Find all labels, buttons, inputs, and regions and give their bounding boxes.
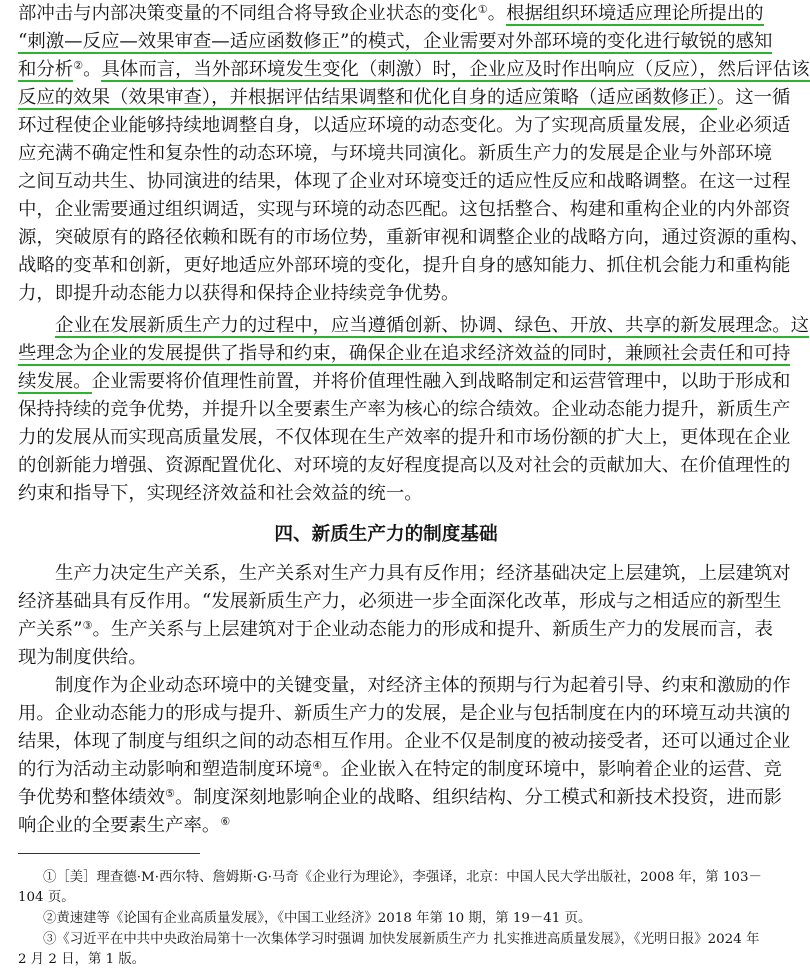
text-line: 约束和指导下，实现经济效益和社会效益的统一。: [18, 483, 423, 504]
highlight-underline: 续发展。: [18, 371, 92, 392]
footnote: ②黄速建等《论国有企业高质量发展》，《中国工业经济》2018 年第 10 期，第 19－41 页。: [43, 911, 592, 926]
text-line: 应充满不确定性和复杂性的动态环境，与环境共同演化。新质生产力的发展是企业与外部环境: [18, 143, 773, 164]
footnote-ref[interactable]: ②: [73, 59, 84, 72]
text-line: 争优势和整体绩效⑤。制度深刻地影响企业的战略、组织结构、分工模式和新技术投资，进而影: [18, 787, 782, 808]
highlight-underline: “刺激—反应—效果审查—适应函数修正”的模式，企业需要对外部环境的变化进行敏锐的感知: [18, 31, 773, 52]
footnote: 2 月 2 日，第 1 版。: [18, 952, 146, 967]
text-line: 和分析②。具体而言，当外部环境发生变化（刺激）时，企业应及时作出响应（反应），然后评估该: [18, 59, 810, 80]
highlight-underline: 反应的效果（效果审查），并根据评估结果调整和优化自身的适应策略（适应函数修正）: [18, 87, 717, 108]
text-line: 的创新能力增强、资源配置优化、对环境的友好程度提高以及对社会的贡献加大、在价值理性的: [18, 455, 791, 476]
footnote-ref[interactable]: ⑥: [220, 815, 231, 828]
footnote-ref[interactable]: ③: [82, 619, 93, 632]
text-line: 用。企业动态能力的形成与提升、新质生产力的发展，是企业与包括制度在内的环境互动共演的: [18, 703, 791, 724]
footnote-ref[interactable]: ⑤: [165, 787, 176, 800]
text-line: 部冲击与内部决策变量的不同组合将导致企业状态的变化①。根据组织环境适应理论所提出的: [18, 3, 764, 24]
text-line: 源，突破原有的路径依赖和既有的市场位势，重新审视和调整企业的战略方向，通过资源的重构、: [18, 227, 809, 248]
footnote: ③《习近平在中共中央政治局第十一次集体学习时强调 加快发展新质生产力 扎实推进高质量发展》，《光明日报》2024 年: [43, 932, 760, 947]
text-line: [18, 340, 791, 368]
footnote-ref[interactable]: ①: [477, 3, 488, 16]
text-line: 的行为活动主动影响和塑造制度环境④。企业嵌入在特定的制度环境中，影响着企业的运营、竞: [18, 759, 782, 780]
text-line: 生产力决定生产关系，生产关系对生产力具有反作用；经济基础决定上层建筑，上层建筑对: [55, 563, 791, 584]
text-line: 制度作为企业动态环境中的关键变量，对经济主体的预期与行为起着引导、约束和激励的作: [55, 675, 791, 696]
highlight-underline: 具体而言，当外部环境发生变化（刺激）时，企业应及时作出响应（反应），然后评估该: [101, 59, 810, 80]
text-line: 响企业的全要素生产率。⑥: [18, 815, 231, 836]
text-line: 反应的效果（效果审查），并根据评估结果调整和优化自身的适应策略（适应函数修正）。这一循: [18, 87, 791, 108]
text-line: [18, 312, 810, 340]
footnote-separator: [18, 853, 200, 854]
text-line: 续发展。企业需要将价值理性前置，并将价值理性融入到战略制定和运营管理中，以助于形成和: [18, 371, 791, 392]
text-line: 经济基础具有反作用。“发展新质生产力，必须进一步全面深化改革，形成与之相适应的新型生: [18, 591, 782, 612]
highlight-underline: 根据组织环境适应理论所提出的: [506, 3, 764, 24]
text-line: 战略的变革和创新，更好地适应外部环境的变化，提升自身的感知能力、抓住机会能力和重构能: [18, 255, 791, 276]
footnote-ref[interactable]: ④: [312, 759, 323, 772]
highlight-underline: 些理念为企业的发展提供了指导和约束，确保企业在追求经济效益的同时，兼顾社会责任和可持: [18, 343, 791, 364]
footnote: ①［美］理查德·M·西尔特、詹姆斯·G·马奇《企业行为理论》，李强译，北京：中国人民大学出版社，2008 年，第 103－: [43, 870, 762, 885]
footnote: 104 页。: [18, 890, 75, 905]
text-line: 产关系”③。生产关系与上层建筑对于企业动态能力的形成和提升、新质生产力的发展而言，表: [18, 619, 773, 640]
text-line: 结果，体现了制度与组织之间的动态相互作用。企业不仅是制度的被动接受者，还可以通过企业: [18, 731, 791, 752]
highlight-underline: 和分析: [18, 59, 74, 80]
text-line: 之间互动共生、协同演进的结果，体现了企业对环境变迁的适应性反应和战略调整。在这一过程: [18, 171, 791, 192]
text-line: 中，企业需要通过组织调适，实现与环境的动态匹配。这包括整合、构建和重构企业的内外部资: [18, 199, 791, 220]
text-line: [18, 28, 773, 56]
highlight-underline: 企业在发展新质生产力的过程中，应当遵循创新、协调、绿色、开放、共享的新发展理念。这: [55, 315, 810, 336]
text-line: 力的发展从而实现高质量发展，不仅体现在生产效率的提升和市场份额的扩大上，更体现在企业: [18, 427, 791, 448]
text-line: 保持持续的竞争优势，并提升以全要素生产率为核心的综合绩效。企业动态能力提升，新质生产: [18, 399, 791, 420]
text-line: 现为制度供给。: [18, 647, 147, 668]
section-heading: 四、新质生产力的制度基础: [274, 524, 498, 545]
text-line: 环过程使企业能够持续地调整自身，以适应环境的动态变化。为了实现高质量发展，企业必须适: [18, 115, 791, 136]
text-line: 力，即提升动态能力以获得和保持企业持续竞争优势。: [18, 283, 460, 304]
